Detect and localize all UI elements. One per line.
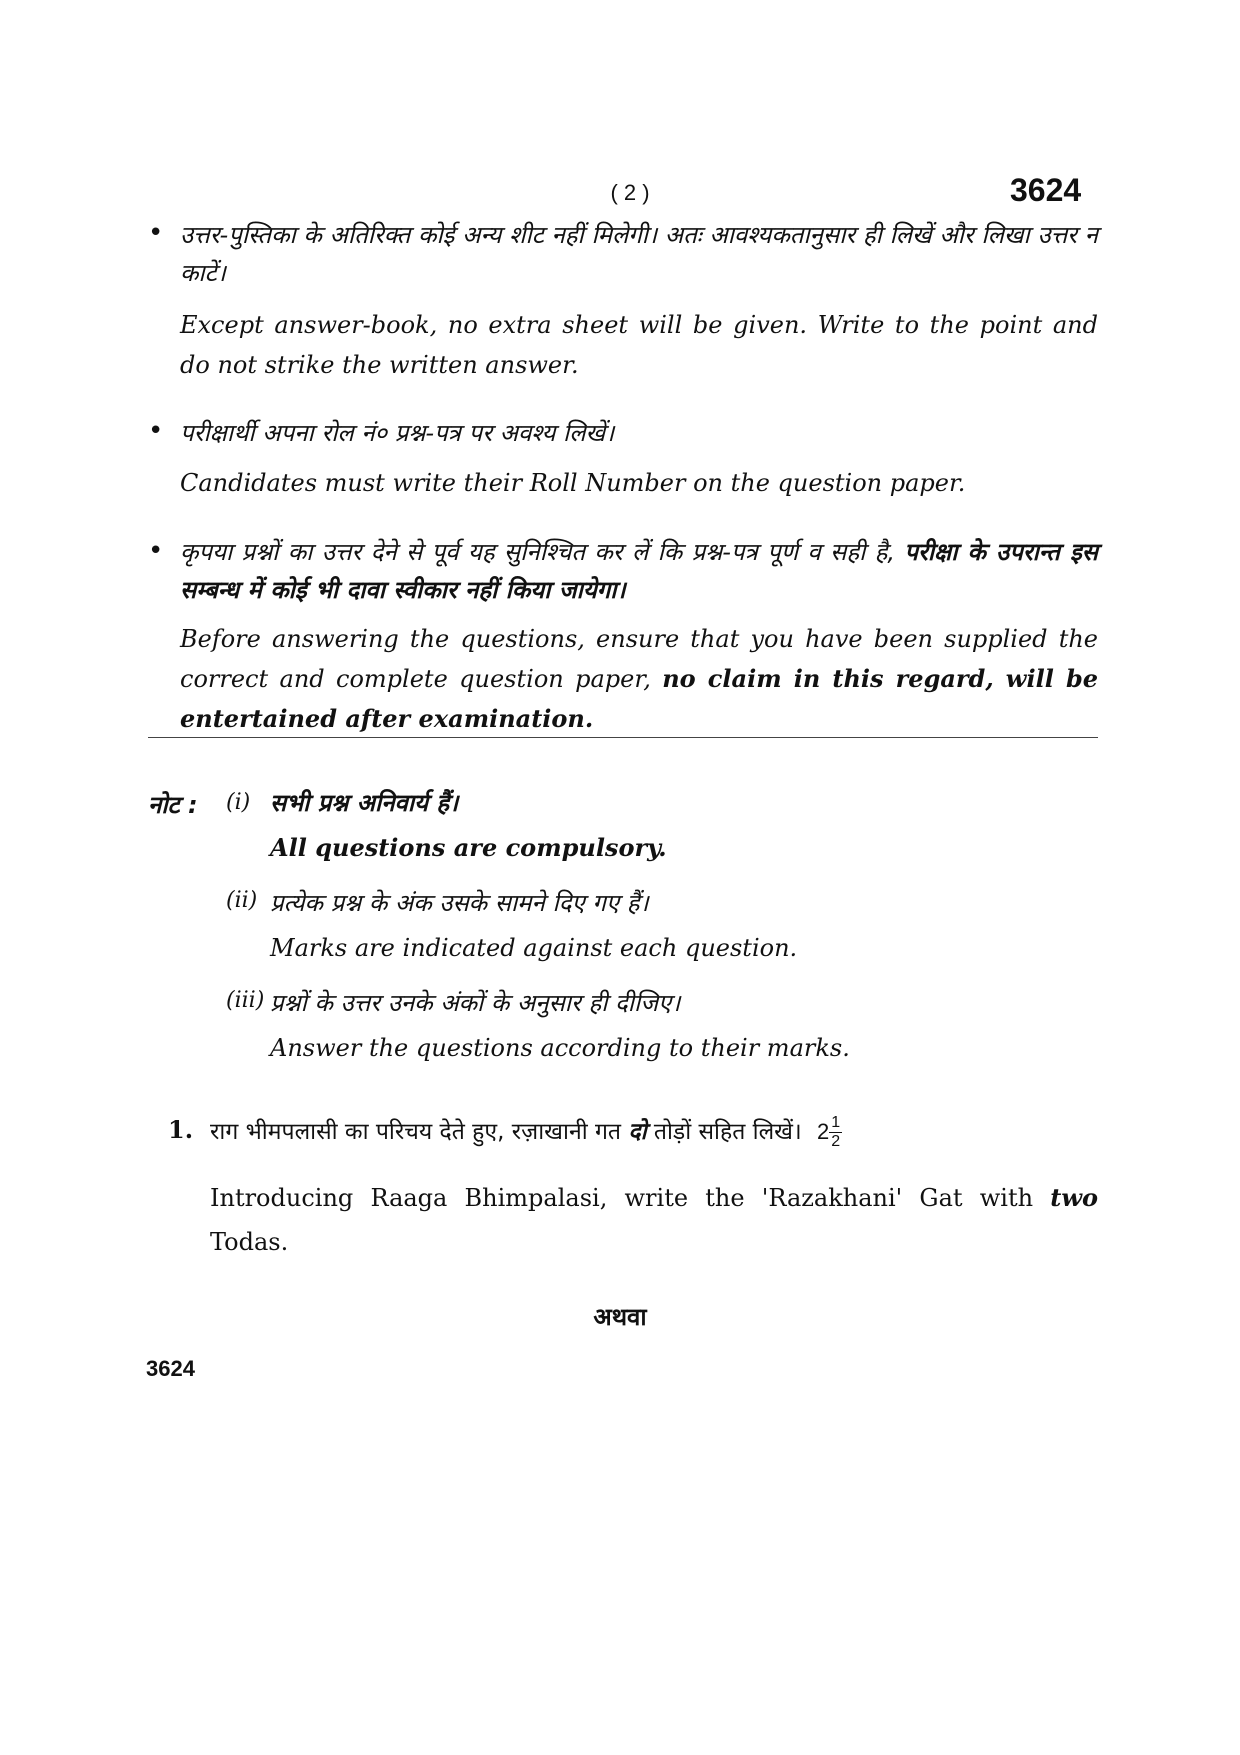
paper-code-header: 3624 <box>1010 172 1082 208</box>
instruction-2-english: Candidates must write their Roll Number on the question paper. <box>180 469 966 497</box>
question-1-hindi-text-end: तोड़ों सहित लिखें। <box>653 1119 802 1145</box>
instruction-1-english: Except answer-book, no extra sheet will be given. Write to the point and do not strike the written answer. <box>180 311 1098 379</box>
question-1-english-text-end: Todas. <box>210 1228 289 1256</box>
bullet-icon: • <box>148 218 164 248</box>
note-1-english: All questions are compulsory. <box>270 833 667 862</box>
question-1-english-text: Introducing Raaga Bhimpalasi, write the 'Razakhani' Gat with <box>210 1184 1034 1212</box>
marks-fraction <box>829 1114 842 1151</box>
instruction-1-hindi: उत्तर-पुस्तिका के अतिरिक्त कोई अन्य शीट नहीं मिलेगी। अतः आवश्यकतानुसार ही लिखें और लिखा उत्तर न काटें। <box>180 221 1098 287</box>
note-1-hindi: सभी प्रश्न अनिवार्य हैं। <box>270 789 459 817</box>
note-3-hindi: प्रश्नों के उत्तर उनके अंकों के अनुसार ही दीजिए। <box>270 989 681 1017</box>
note-3-english: Answer the questions according to their marks. <box>270 1034 850 1062</box>
instruction-2-hindi: परीक्षार्थी अपना रोल नं० प्रश्न-पत्र पर अवश्य लिखें। <box>180 419 615 447</box>
instruction-3-hindi-bold: परीक्षा के उपरान्त इस सम्बन्ध में कोई भी दावा स्वीकार नहीं किया जायेगा। <box>180 538 1099 604</box>
or-separator: अथवा <box>593 1303 647 1331</box>
note-2-english: Marks are indicated against each question. <box>270 934 798 962</box>
instruction-3-hindi <box>180 533 1098 609</box>
question-1-marks <box>817 1114 842 1150</box>
instruction-3-english <box>180 619 1098 739</box>
instruction-3-english-text: Before answering the questions, ensure that you have been supplied the correct and complete question paper, <box>180 625 1098 693</box>
question-1-number: 1. <box>168 1115 194 1144</box>
note-numeral-i: (i) <box>226 790 251 815</box>
bullet-icon: • <box>148 536 164 566</box>
note-numeral-iii: (iii) <box>226 988 265 1013</box>
page-number: ( 2 ) <box>610 180 650 205</box>
marks-whole: 2 <box>817 1119 830 1144</box>
instruction-3-hindi-text: कृपया प्रश्नों का उत्तर देने से पूर्व यह सुनिश्चित कर लें कि प्रश्न-पत्र पूर्ण व सही है, <box>180 538 896 566</box>
divider <box>148 737 1098 738</box>
note-numeral-ii: (ii) <box>226 888 258 913</box>
marks-numerator: 1 <box>831 1114 841 1131</box>
instruction-3-english-bold: no claim in this regard, will be entertained after examination. <box>180 664 1098 733</box>
question-1-english <box>210 1176 1098 1264</box>
note-2-hindi: प्रत्येक प्रश्न के अंक उसके सामने दिए गए हैं। <box>270 889 649 917</box>
question-1-hindi <box>210 1114 1100 1151</box>
question-1-english-emphasis: two <box>1050 1183 1098 1212</box>
marks-denominator: 2 <box>831 1133 841 1150</box>
paper-code-footer: 3624 <box>146 1356 195 1381</box>
bullet-icon: • <box>148 416 164 446</box>
question-1-hindi-text: राग भीमपलासी का परिचय देते हुए, रज़ाखानी गत <box>210 1119 622 1145</box>
question-1-hindi-emphasis: दो <box>628 1119 647 1145</box>
note-label: नोट : <box>148 791 198 819</box>
